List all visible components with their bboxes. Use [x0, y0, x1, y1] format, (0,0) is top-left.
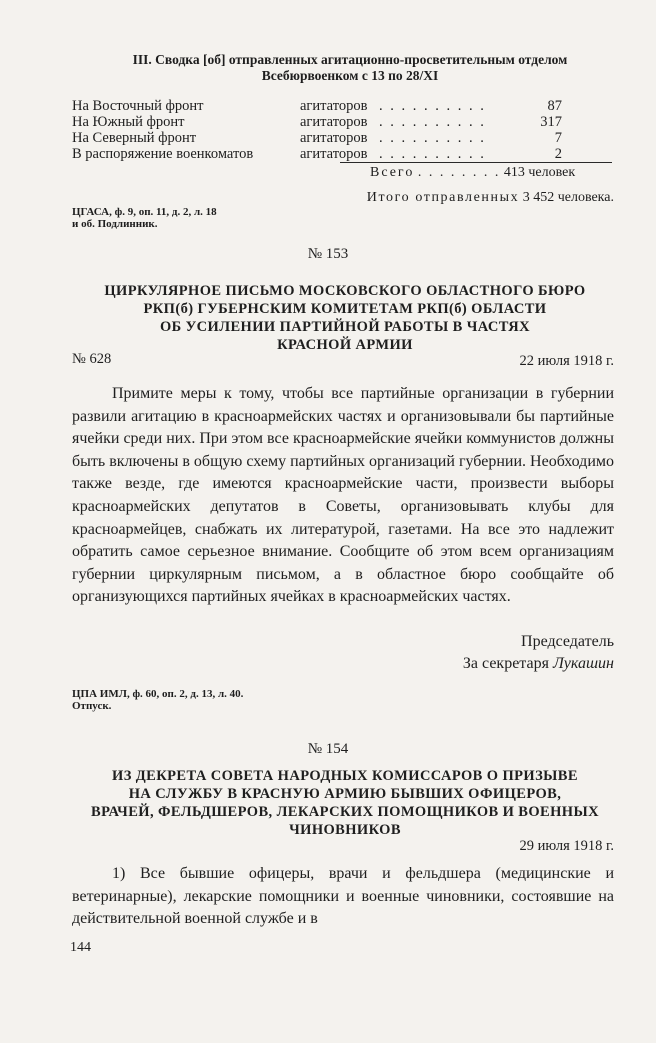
signature-name: Лукашин	[552, 655, 614, 672]
summary-row	[72, 130, 562, 147]
page-number: 144	[70, 940, 91, 955]
document-date: 29 июля 1918 г.	[519, 838, 614, 854]
document-heading	[60, 767, 630, 839]
total-value: 413 человек	[503, 165, 576, 180]
document-heading	[60, 282, 630, 354]
row-destination: На Южный фронт	[72, 114, 185, 130]
summary-title-line-2: Всебюрвоенком с 13 по 28/XI	[261, 68, 439, 83]
total-rule	[340, 162, 612, 163]
document-date: 22 июля 1918 г.	[519, 353, 614, 369]
signature-block	[463, 631, 614, 675]
total-line	[370, 164, 614, 181]
signature-role: Председатель	[521, 633, 614, 650]
summary-row	[72, 98, 562, 115]
summary-row	[72, 114, 562, 131]
heading-line: КРАСНОЙ АРМИИ	[277, 337, 413, 353]
row-count: 7	[554, 130, 562, 146]
document-number: № 153	[307, 246, 349, 262]
row-count: 317	[540, 114, 562, 130]
archive-source	[72, 206, 217, 230]
grand-total-label: Итого отправленных	[366, 190, 520, 205]
summary-row	[72, 146, 562, 163]
row-destination: На Северный фронт	[72, 130, 197, 146]
row-destination: В распоряжение военкоматов	[72, 146, 254, 162]
document-body	[72, 383, 614, 609]
summary-title	[70, 52, 630, 84]
row-destination: На Восточный фронт	[72, 98, 204, 114]
row-leader-dots: . . . . . . . . . .	[379, 130, 486, 146]
total-leader-dots: . . . . . . . .	[417, 165, 501, 180]
row-kind: агитаторов	[300, 98, 368, 114]
summary-title-line-1: III. Сводка [об] отправленных агитационно-просветительным отделом	[132, 52, 568, 67]
heading-line: ИЗ ДЕКРЕТА СОВЕТА НАРОДНЫХ КОМИССАРОВ О ПРИЗЫВЕ	[112, 768, 578, 784]
archive-source-line-1: ЦГАСА, ф. 9, оп. 11, д. 2, л. 18	[72, 206, 217, 218]
document-number: № 154	[307, 741, 349, 757]
grand-total-line	[352, 189, 614, 206]
signature-line	[463, 653, 614, 675]
heading-line: НА СЛУЖБУ В КРАСНУЮ АРМИЮ БЫВШИХ ОФИЦЕРОВ,	[128, 786, 562, 802]
archive-source-line-1: ЦПА ИМЛ, ф. 60, оп. 2, д. 13, л. 40.	[72, 688, 244, 700]
document-body	[72, 863, 614, 931]
heading-line: ОБ УСИЛЕНИИ ПАРТИЙНОЙ РАБОТЫ В ЧАСТЯХ	[159, 319, 531, 335]
row-leader-dots: . . . . . . . . . .	[379, 98, 486, 114]
row-count: 87	[547, 98, 562, 114]
row-kind: агитаторов	[300, 114, 368, 130]
archive-source-line-2: и об. Подлинник.	[72, 218, 158, 230]
row-leader-dots: . . . . . . . . . .	[379, 114, 486, 130]
heading-line: ЦИРКУЛЯРНОЕ ПИСЬМО МОСКОВСКОГО ОБЛАСТНОГО БЮРО	[104, 283, 586, 299]
total-label: Всего	[370, 165, 415, 180]
signature-prefix: За секретаря	[462, 655, 549, 672]
document-ref-number: № 628	[72, 351, 112, 367]
grand-total-value: 3 452 человека.	[522, 190, 614, 205]
heading-line: ЧИНОВНИКОВ	[289, 822, 401, 838]
row-count: 2	[554, 146, 562, 162]
row-kind: агитаторов	[300, 146, 368, 162]
row-kind: агитаторов	[300, 130, 368, 146]
row-leader-dots: . . . . . . . . . .	[379, 146, 486, 162]
archive-source-line-2: Отпуск.	[72, 700, 112, 712]
heading-line: ВРАЧЕЙ, ФЕЛЬДШЕРОВ, ЛЕКАРСКИХ ПОМОЩНИКОВ И ВОЕННЫХ	[91, 804, 599, 820]
body-paragraph: 1) Все бывшие офицеры, врачи и фельдшера (медицинские и ветеринарные), лекарские помощники и военные чиновники, состоявшие на действительной военной службе и в	[72, 865, 614, 928]
body-paragraph: Примите меры к тому, чтобы все партийные организации в губернии развили агитацию в красноармейских частях и организовывали бы партийные ячейки среди них. При этом все красноармейские ячейки коммунистов должны быть включены в общую схему партийных организаций губернии. Необходимо также везде, где имеются красноармейские части, произвести выборы красноармейских депутатов в Советы, организовывать клубы для красноармейцев, снабжать их литературой, газетами. На все это надлежит обратить самое серьезное внимание. Сообщите об этом всем организациям губернии циркулярным письмом, а в областное бюро сообщайте об организующихся партийных ячейках в красноармейских частях.	[72, 385, 614, 606]
heading-line: РКП(б) ГУБЕРНСКИМ КОМИТЕТАМ РКП(б) ОБЛАСТИ	[143, 301, 547, 317]
archive-source	[72, 688, 243, 712]
